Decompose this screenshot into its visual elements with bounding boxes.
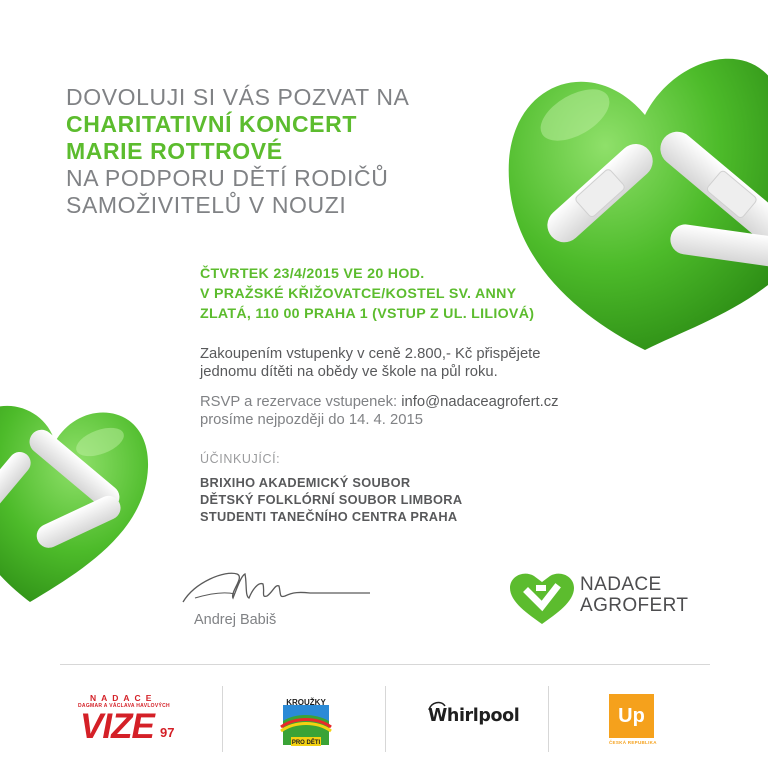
rsvp-label: RSVP a rezervace vstupenek: <box>200 394 402 410</box>
signatory-name: Andrej Babiš <box>194 612 277 628</box>
vize-logo-top: NADACE <box>90 693 157 703</box>
headline-line-cause: SAMOŽIVITELŮ V NOUZI <box>66 192 347 218</box>
up-logo-subtitle: ČESKÁ REPUBLIKA <box>609 740 657 745</box>
heart-bandaged-right-illustration <box>495 20 768 365</box>
event-address: ZLATÁ, 110 00 PRAHA 1 (VSTUP Z UL. LILIOVÁ) <box>200 306 535 322</box>
foundation-name-line-2: AGROFERT <box>580 595 689 616</box>
headline-line-artist: MARIE ROTTROVÉ <box>66 138 283 164</box>
rsvp-block <box>200 393 559 429</box>
logo-separator <box>548 686 549 752</box>
contribution-line-1: Zakoupením vstupenky v ceně 2.800,- Kč přispějete <box>200 346 541 362</box>
vize-logo-word: VIZE <box>80 707 154 746</box>
headline-line-invite: DOVOLUJI SI VÁS POZVAT NA <box>66 84 410 110</box>
vize97-logo <box>78 693 190 753</box>
agrofert-heart-logo <box>508 570 576 626</box>
whirlpool-logo <box>425 700 520 740</box>
krouzky-logo <box>275 697 337 749</box>
event-venue: V PRAŽSKÉ KŘIŽOVATCE/KOSTEL SV. ANNY <box>200 286 517 302</box>
rsvp-email-link[interactable]: info@nadaceagrofert.cz <box>401 394 559 410</box>
heart-bandaged-left-illustration <box>0 392 160 610</box>
performers-title: ÚČINKUJÍCÍ: <box>200 452 281 466</box>
headline-line-concert: CHARITATIVNÍ KONCERT <box>66 111 357 137</box>
headline-line-support: NA PODPORU DĚTÍ RODIČŮ <box>66 165 389 191</box>
event-details <box>200 264 534 324</box>
logo-separator <box>222 686 223 752</box>
krouzky-logo-bottom: PRO DĚTI <box>291 740 321 746</box>
event-date: ČTVRTEK 23/4/2015 VE 20 HOD. <box>200 266 425 282</box>
contribution-text <box>200 345 541 381</box>
footer-divider <box>60 664 710 665</box>
handwritten-signature <box>175 562 375 612</box>
rsvp-deadline: prosíme nejpozději do 14. 4. 2015 <box>200 412 423 428</box>
krouzky-logo-top: KROUŽKY <box>286 698 326 707</box>
performer-item: BRIXIHO AKADEMICKÝ SOUBOR <box>200 475 411 490</box>
vize-logo-number: 97 <box>160 725 175 740</box>
logo-separator <box>385 686 386 752</box>
up-logo <box>609 694 657 748</box>
performers-list <box>200 474 462 525</box>
performer-item: DĚTSKÝ FOLKLÓRNÍ SOUBOR LIMBORA <box>200 492 463 507</box>
whirlpool-logo-text: Whirlpool <box>428 706 520 726</box>
contribution-line-2: jednomu dítěti na obědy ve škole na půl roku. <box>200 364 498 380</box>
up-logo-box: Up <box>609 694 654 738</box>
foundation-name-line-1: NADACE <box>580 574 662 595</box>
invitation-headline <box>66 84 526 219</box>
vize-logo-subtitle: DAGMAR A VÁCLAVA HAVLOVÝCH <box>78 703 170 709</box>
performer-item: STUDENTI TANEČNÍHO CENTRA PRAHA <box>200 509 458 524</box>
foundation-name <box>580 574 688 616</box>
